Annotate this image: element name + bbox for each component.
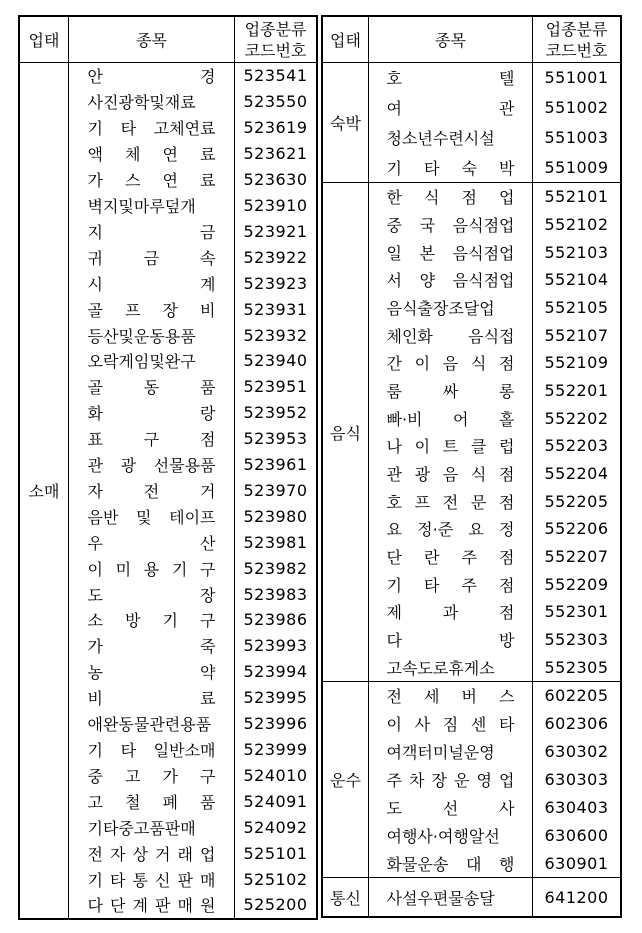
item-name: 등산및운동용품 [87, 326, 196, 346]
communication-rows [369, 878, 620, 916]
item-code: 630302 [544, 742, 609, 762]
item-code: 523961 [243, 455, 308, 475]
item-name: 간 이 음 식 점 [386, 354, 515, 374]
item-code: 552303 [544, 630, 609, 650]
table-row [69, 762, 316, 788]
item-code: 552203 [544, 436, 609, 456]
item-name: 음식출장조달업 [386, 299, 495, 319]
item-name-cell [369, 460, 533, 488]
column-header-code-line1: 업종분류 [244, 19, 307, 39]
table-row [369, 543, 620, 571]
item-name: 화물운송 대 행 [386, 854, 515, 874]
item-code: 602205 [544, 686, 609, 706]
item-name: 다 방 [386, 631, 515, 651]
item-name: 체인화 음식접 [386, 326, 515, 346]
item-name: 이 사 짐 센 타 [386, 715, 515, 735]
item-name: 도 선 사 [386, 798, 515, 818]
table-row [369, 570, 620, 598]
table-row [369, 294, 620, 322]
table-row [369, 432, 620, 460]
item-name-cell [369, 377, 533, 405]
table-row [69, 866, 316, 892]
table-row [369, 63, 620, 93]
table-row [69, 141, 316, 167]
table-row [69, 555, 316, 581]
table-row [69, 659, 316, 685]
item-name: 화 랑 [87, 404, 216, 424]
item-code: 523999 [243, 740, 308, 760]
item-code: 552204 [544, 464, 609, 484]
item-name: 호 프 전 문 점 [386, 492, 515, 512]
item-name-cell [369, 653, 533, 681]
item-name-cell [69, 892, 235, 918]
column-header-code [533, 17, 620, 62]
item-name: 고 철 폐 품 [87, 792, 216, 812]
item-code: 552207 [544, 547, 609, 567]
item-name: 여객터미널운영 [386, 743, 495, 763]
table-row [69, 711, 316, 737]
item-code: 552101 [544, 187, 609, 207]
table-row [69, 478, 316, 504]
item-name: 여 관 [386, 99, 515, 119]
item-name-cell [69, 452, 235, 478]
table-row [69, 115, 316, 141]
table-row [369, 682, 620, 710]
item-name: 가 죽 [87, 637, 216, 657]
table-row [69, 581, 316, 607]
item-code: 525102 [243, 869, 308, 889]
item-name-cell [369, 849, 533, 877]
section-food [323, 183, 620, 682]
item-code: 552107 [544, 325, 609, 345]
item-name: 중 고 가 구 [87, 766, 216, 786]
item-name: 관 광 음 식 점 [386, 465, 515, 485]
table-row [69, 400, 316, 426]
item-name: 안 경 [87, 67, 216, 87]
table-row [369, 878, 620, 916]
table-row [69, 218, 316, 244]
item-code: 523953 [243, 429, 308, 449]
table-row [69, 737, 316, 763]
item-code: 523630 [243, 170, 308, 190]
table-row [69, 503, 316, 529]
item-name: 빠·비 어 홀 [386, 409, 515, 429]
category-cell-communication: 통신 [323, 878, 369, 916]
table-row [369, 238, 620, 266]
table-row [69, 788, 316, 814]
item-name: 농 약 [87, 663, 216, 683]
item-code: 524091 [243, 791, 308, 811]
item-code: 523541 [243, 66, 308, 86]
item-name-cell [69, 659, 235, 685]
item-name-cell [369, 432, 533, 460]
item-name-cell [69, 711, 235, 737]
section-communication [323, 878, 620, 916]
category-cell-retail: 소매 [20, 63, 69, 918]
table-row [369, 738, 620, 766]
item-name: 여행사·여행알선 [386, 826, 500, 846]
retail-rows [69, 63, 316, 918]
item-name: 자 전 거 [87, 481, 216, 501]
table-row [69, 892, 316, 918]
item-name: 사진광학및재료 [87, 93, 196, 113]
item-name-cell [369, 710, 533, 738]
column-header-code-line2: 코드번호 [244, 40, 307, 60]
item-code: 523995 [243, 688, 308, 708]
item-name-cell [69, 63, 235, 89]
item-name: 비 료 [87, 689, 216, 709]
food-rows [369, 183, 620, 681]
table-row [369, 487, 620, 515]
column-header-jongmok: 종목 [69, 17, 235, 62]
item-name-cell [369, 266, 533, 294]
item-name-cell [69, 374, 235, 400]
column-header-uptae: 업태 [20, 17, 69, 62]
item-name-cell [69, 478, 235, 504]
item-name-cell [69, 218, 235, 244]
item-name: 표 구 점 [87, 430, 216, 450]
table-row [69, 633, 316, 659]
item-code: 525200 [243, 895, 308, 915]
item-code: 523980 [243, 506, 308, 526]
right-table-header-row [323, 17, 620, 63]
item-name-cell [69, 866, 235, 892]
item-name-cell [369, 598, 533, 626]
item-code: 641200 [544, 887, 609, 907]
section-lodging [323, 63, 620, 183]
item-code: 552301 [544, 602, 609, 622]
item-name-cell [69, 141, 235, 167]
item-name: 제 과 점 [386, 603, 515, 623]
item-code: 523981 [243, 532, 308, 552]
item-name: 서 양 음식점업 [386, 271, 515, 291]
item-code: 523994 [243, 662, 308, 682]
category-cell-lodging: 숙박 [323, 63, 369, 182]
table-row [369, 183, 620, 211]
item-name: 단 란 주 점 [386, 548, 515, 568]
item-code: 552102 [544, 215, 609, 234]
item-name-cell [69, 400, 235, 426]
item-code: 523550 [243, 92, 308, 112]
item-name-cell [69, 840, 235, 866]
item-name-cell [69, 737, 235, 763]
item-name-cell [69, 270, 235, 296]
table-row [69, 607, 316, 633]
item-name: 골 동 품 [87, 378, 216, 398]
item-code: 602306 [544, 714, 609, 734]
item-code: 552206 [544, 519, 609, 539]
item-name: 요 정·준 요 정 [386, 520, 515, 540]
item-code: 523970 [243, 480, 308, 500]
table-row [369, 266, 620, 294]
item-name-cell [369, 793, 533, 821]
item-name-cell [69, 426, 235, 452]
table-row [369, 321, 620, 349]
left-table-body [20, 63, 316, 918]
table-row [69, 322, 316, 348]
lodging-rows [369, 63, 620, 182]
table-row [369, 849, 620, 877]
table-row [369, 710, 620, 738]
category-cell-food: 음식 [323, 183, 369, 681]
item-name: 오락게임및완구 [87, 352, 196, 372]
item-name: 우 산 [87, 533, 216, 553]
item-name-cell [369, 183, 533, 211]
item-name-cell [69, 167, 235, 193]
table-row [369, 598, 620, 626]
column-header-code [235, 17, 316, 62]
item-name: 중 국 음식점업 [386, 216, 515, 235]
table-row [69, 348, 316, 374]
item-code: 523619 [243, 118, 308, 138]
item-name-cell [369, 349, 533, 377]
item-name: 전 자 상 거 래 업 [87, 844, 216, 864]
table-row [369, 626, 620, 654]
item-code: 551001 [544, 68, 609, 88]
item-name: 음반 및 테이프 [87, 507, 216, 527]
column-header-jongmok: 종목 [369, 17, 533, 62]
item-name-cell [69, 296, 235, 322]
table-row [369, 460, 620, 488]
item-code: 523983 [243, 584, 308, 604]
item-name: 주 차 장 운 영 업 [386, 771, 515, 790]
table-row [369, 404, 620, 432]
table-row [369, 821, 620, 849]
item-name: 소 방 기 구 [87, 611, 216, 631]
section-retail [20, 63, 316, 918]
item-name-cell [69, 607, 235, 633]
item-name-cell [369, 570, 533, 598]
table-row [369, 123, 620, 153]
item-code: 552205 [544, 491, 609, 511]
item-code: 523940 [243, 351, 308, 371]
item-name-cell [369, 211, 533, 239]
item-name-cell [69, 814, 235, 840]
item-name: 나 이 트 클 럽 [386, 437, 515, 457]
item-name: 지 금 [87, 222, 216, 242]
item-name: 기타중고품판매 [87, 818, 196, 838]
table-row [369, 515, 620, 543]
item-name-cell [69, 115, 235, 141]
item-code: 552109 [544, 353, 609, 373]
item-code: 630303 [544, 770, 609, 789]
item-name: 청소년수련시설 [386, 128, 495, 148]
item-code: 523951 [243, 377, 308, 397]
table-row [369, 377, 620, 405]
item-name-cell [69, 788, 235, 814]
item-name-cell [369, 152, 533, 182]
item-name-cell [69, 89, 235, 115]
table-row [69, 63, 316, 89]
table-row [69, 193, 316, 219]
table-row [69, 529, 316, 555]
item-name-cell [369, 93, 533, 123]
item-code: 630403 [544, 797, 609, 817]
item-name-cell [69, 685, 235, 711]
item-name: 애완동물관련용품 [87, 715, 212, 735]
item-name: 기 타 숙 박 [386, 158, 515, 178]
item-name-cell [369, 294, 533, 322]
item-code: 552201 [544, 381, 609, 401]
item-name-cell [369, 404, 533, 432]
item-name: 벽지및마루덮개 [87, 196, 196, 216]
item-code: 523923 [243, 273, 308, 293]
item-code: 552105 [544, 298, 609, 318]
item-name-cell [369, 487, 533, 515]
item-code: 552305 [544, 657, 609, 677]
item-name: 기 타 일반소매 [87, 741, 216, 761]
item-name-cell [369, 63, 533, 93]
item-name: 고속도로휴게소 [386, 658, 495, 678]
table-row [69, 840, 316, 866]
table-row [69, 296, 316, 322]
item-code: 523952 [243, 403, 308, 423]
item-code: 551009 [544, 157, 609, 177]
item-name: 룸 싸 롱 [386, 382, 515, 402]
item-code: 523996 [243, 714, 308, 734]
category-cell-transport: 운수 [323, 682, 369, 877]
item-code: 523921 [243, 221, 308, 241]
item-name-cell [369, 543, 533, 571]
item-name-cell [369, 515, 533, 543]
table-row [69, 374, 316, 400]
item-code: 523910 [243, 195, 308, 215]
column-header-uptae: 업태 [323, 17, 369, 62]
item-name: 사설우편물송달 [386, 888, 495, 908]
item-name-cell [369, 821, 533, 849]
item-name: 기 타 통 신 판 매 [87, 870, 216, 890]
item-code: 523931 [243, 299, 308, 319]
item-name-cell [369, 878, 533, 916]
item-name-cell [69, 633, 235, 659]
right-table-body [323, 63, 620, 916]
item-name-cell [69, 529, 235, 555]
item-code: 551003 [544, 127, 609, 147]
item-name-cell [369, 738, 533, 766]
item-code: 552103 [544, 242, 609, 262]
item-name: 시 계 [87, 274, 216, 294]
item-name: 전 세 버 스 [386, 687, 515, 707]
item-name-cell [369, 682, 533, 710]
table-row [69, 426, 316, 452]
item-code: 523932 [243, 325, 308, 345]
table-row [369, 93, 620, 123]
item-name-cell [69, 762, 235, 788]
item-name-cell [69, 193, 235, 219]
column-header-code-line1: 업종분류 [545, 19, 608, 39]
table-row [369, 766, 620, 794]
item-name: 귀 금 속 [87, 248, 216, 268]
item-code: 551002 [544, 98, 609, 118]
item-name: 한 식 점 업 [386, 188, 515, 208]
item-name-cell [369, 766, 533, 794]
section-transport [323, 682, 620, 878]
item-code: 525101 [243, 843, 308, 863]
item-name: 액 체 연 료 [87, 145, 216, 165]
item-name-cell [369, 321, 533, 349]
table-row [369, 793, 620, 821]
item-code: 523986 [243, 610, 308, 630]
item-code: 630600 [544, 825, 609, 845]
item-name: 기 타 주 점 [386, 575, 515, 595]
item-name-cell [69, 555, 235, 581]
item-code: 523982 [243, 558, 308, 578]
table-row [369, 349, 620, 377]
item-code: 524010 [243, 765, 308, 785]
table-row [69, 814, 316, 840]
item-name: 일 본 음식점업 [386, 243, 515, 263]
left-table-header-row [20, 17, 316, 63]
item-code: 523621 [243, 144, 308, 164]
item-name-cell [69, 503, 235, 529]
item-name: 가 스 연 료 [87, 171, 216, 191]
item-name-cell [369, 626, 533, 654]
item-name: 관 광 선물용품 [87, 456, 216, 476]
table-row [69, 270, 316, 296]
item-code: 523922 [243, 247, 308, 267]
left-classification-table [18, 15, 318, 920]
item-code: 552202 [544, 408, 609, 428]
item-name: 다 단 계 판 매 원 [87, 896, 216, 916]
table-row [369, 152, 620, 182]
item-code: 524092 [243, 817, 308, 837]
transport-rows [369, 682, 620, 877]
item-name: 이 미 용 기 구 [87, 559, 216, 579]
item-name-cell [69, 322, 235, 348]
table-row [69, 244, 316, 270]
item-name-cell [69, 348, 235, 374]
item-name: 골 프 장 비 [87, 300, 216, 320]
table-row [69, 89, 316, 115]
item-name: 호 텔 [386, 69, 515, 89]
table-row [69, 452, 316, 478]
item-name: 도 장 [87, 585, 216, 605]
item-code: 630901 [544, 853, 609, 873]
item-name-cell [69, 244, 235, 270]
item-name: 기 타 고체연료 [87, 119, 216, 139]
item-code: 552209 [544, 574, 609, 594]
item-name-cell [69, 581, 235, 607]
table-row [369, 653, 620, 681]
item-code: 552104 [544, 270, 609, 290]
item-code: 523993 [243, 636, 308, 656]
table-row [369, 211, 620, 239]
right-classification-table [321, 15, 622, 918]
item-name-cell [369, 238, 533, 266]
column-header-code-line2: 코드번호 [545, 40, 608, 60]
item-name-cell [369, 123, 533, 153]
table-row [69, 685, 316, 711]
table-row [69, 167, 316, 193]
